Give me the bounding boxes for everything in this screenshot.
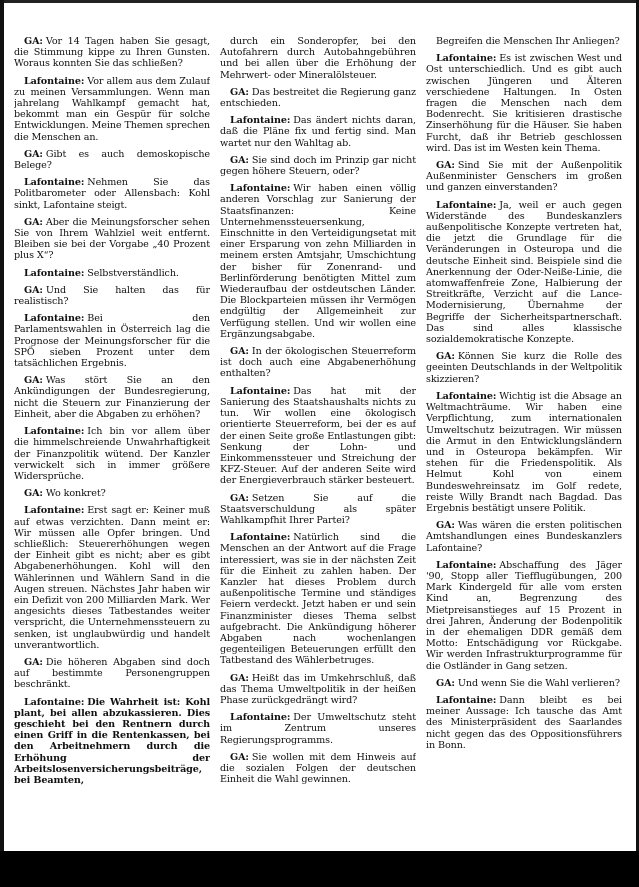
- paragraph-text: Wir haben einen völlig anderen Vorschlag zur Sanierung der Staatsfinanzen: Keine Unternehmenssteuersenkung, Einschnitte in den Verteidigungsetat mit einer Ersparung von zehn Milliarden in meinem ersten Amtsjahr, Umschichtung der bisher für Zonenrand- und Berlinförderung benötigten Mittel zum Wiederaufbau der ostdeutschen Länder. Die Blockparteien müssen ihr Vermögen endgültig der Allgemeinheit zur Verfügung stellen. Und wir wollen eine Ergänzungsabgabe.: [220, 183, 416, 340]
- speaker-label: Lafontaine:: [24, 313, 85, 325]
- paragraph-text: Heißt das im Umkehrschluß, daß das Thema Umweltpolitik in der heißen Phase zurückgedrängt wird?: [220, 672, 416, 706]
- interview-paragraph: [426, 391, 622, 514]
- paragraph-text: Vor 14 Tagen haben Sie gesagt, die Stimmung kippe zu Ihren Gunsten. Woraus konnten Sie das schließen?: [14, 36, 210, 70]
- paragraph-text: Es ist zwischen West und Ost unterschiedlich. Und es gibt auch zwischen Jüngeren und Älteren verschiedene Haltungen. In Osten fragen die Menschen nach dem Bodenrecht. Sie kritisieren drastische Zinserhöhung für die Häuser. Sie haben Furcht, daß ihr Betrieb geschlossen wird. Das ist im Westen kein Thema.: [426, 53, 622, 154]
- paragraph-text: Können Sie kurz die Rolle des geeinten Deutschlands in der Weltpolitik skizzieren?: [426, 351, 622, 385]
- interview-paragraph: [14, 149, 210, 171]
- interview-paragraph: [426, 160, 622, 194]
- interview-paragraph: [426, 53, 622, 154]
- column-2: [220, 36, 416, 848]
- speaker-label: GA:: [436, 520, 455, 532]
- paragraph-text: Erst sagt er: Keiner muß auf etwas verzichten. Dann meint er: Wir müssen alle Opfer bringen. Und schließlich: Steuererhöhungen wegen der Einheit gibt es nicht; aber es gibt Abgabenerhöhungen. Kohl will den Wählerinnen und Wählern Sand in die Augen streuen. Nächstes Jahr haben wir ein Defizit von 200 Milliarden Mark. Wer angesichts dieses Tatbestandes weiter verspricht, die Unternehmenssteuern zu senken, ist unglaubwürdig und handelt unverantwortlich.: [14, 505, 210, 651]
- column-1: [14, 36, 210, 848]
- interview-paragraph: [220, 712, 416, 746]
- speaker-label: Lafontaine:: [436, 694, 497, 706]
- paragraph-text: Bei den Parlamentswahlen in Österreich lag die Prognose der Meinungsforscher für die SPÖ sieben Prozent unter dem tatsächlichen Ergebnis.: [14, 313, 210, 370]
- paragraph-text: Der Umweltschutz steht im Zentrum unseres Regierungsprogramms.: [220, 712, 416, 746]
- speaker-label: Lafontaine:: [436, 559, 497, 571]
- speaker-label: GA:: [24, 656, 43, 668]
- interview-paragraph: [426, 200, 622, 346]
- interview-paragraph: [220, 36, 416, 81]
- column-3: [426, 36, 622, 848]
- paragraph-text: Begreifen die Menschen Ihr Anliegen?: [436, 36, 620, 47]
- interview-paragraph: [14, 217, 210, 262]
- paragraph-text: Das ändert nichts daran, daß die Pläne fix und fertig sind. Man wartet nur den Wahltag ab.: [220, 115, 416, 149]
- paragraph-text: Natürlich sind die Menschen an der Antwort auf die Frage interessiert, was sie in der nächsten Zeit für die Einheit zu zahlen haben. Der Kanzler hat dieses Problem durch außenpolitische Termine und ständiges Feiern verdeckt. Jetzt haben er und sein Finanzminister dieses Thema selbst aufgebracht. Die Ankündigung höherer Abgaben nach wochenlangen gegenteiligen Beteuerungen erfüllt den Tatbestand des Wählerbetruges.: [220, 532, 416, 667]
- speaker-label: Lafontaine:: [230, 712, 291, 724]
- scan-border-bottom: [0, 851, 639, 887]
- speaker-label: Lafontaine:: [24, 696, 85, 708]
- interview-paragraph: [426, 678, 622, 689]
- speaker-label: GA:: [24, 216, 43, 228]
- speaker-label: Lafontaine:: [436, 390, 497, 402]
- interview-paragraph: [426, 695, 622, 751]
- paragraph-text: Ja, weil er auch gegen Widerstände des Bundeskanzlers außenpolitische Konzepte vertreten hat, die jetzt die Grundlage für die Veränderungen in Osteuropa und die deutsche Einheit sind. Beispiele sind die Anerkennung der Oder-Neiße-Linie, die atomwaffenfreie Zone, Halbierung der Streitkräfte, Verzicht auf die Lance-Modernisierung, Übernahme der Begriffe der Sicherheitspartnerschaft. Das sind alles klassische sozialdemokratische Konzepte.: [426, 199, 622, 346]
- interview-paragraph: [426, 351, 622, 385]
- speaker-label: GA:: [436, 160, 455, 172]
- interview-paragraph: [220, 493, 416, 527]
- paragraph-text: Was wären die ersten politischen Amtshandlungen eines Bundeskanzlers Lafontaine?: [426, 520, 622, 554]
- speaker-label: GA:: [436, 677, 455, 689]
- interview-paragraph: [14, 268, 210, 279]
- paragraph-text: Dann bleibt es bei meiner Aussage: Ich tausche das Amt des Ministerpräsident des Saarlandes nicht gegen das des Oppositionsführers in Bonn.: [426, 694, 622, 751]
- interview-paragraph: [14, 426, 210, 482]
- speaker-label: Lafontaine:: [24, 426, 85, 438]
- interview-paragraph: [220, 386, 416, 487]
- interview-paragraph: [220, 115, 416, 149]
- paragraph-text: Sie wollen mit dem Hinweis auf die sozialen Folgen der deutschen Einheit die Wahl gewinnen.: [220, 751, 416, 786]
- interview-paragraph: [220, 752, 416, 786]
- paragraph-text: durch ein Sonderopfer, bei den Autofahrern durch Autobahngebühren und bei allen über die Erhöhung der Mehrwert- oder Mineralölsteuer.: [220, 36, 416, 81]
- scan-border-left: [0, 0, 4, 887]
- interview-paragraph: [426, 36, 622, 47]
- paragraph-text: Und Sie halten das für realistisch?: [14, 284, 210, 308]
- interview-paragraph: [14, 285, 210, 307]
- interview-paragraph: [220, 183, 416, 340]
- interview-paragraph: [14, 375, 210, 420]
- speaker-label: Lafontaine:: [230, 183, 291, 195]
- speaker-label: Lafontaine:: [24, 267, 85, 279]
- paragraph-text: Wichtig ist die Absage an Weltmachträume. Wir haben eine Verpflichtung, zum internationalen Umweltschutz beizutragen. Wir müssen die Armut in den Entwicklungsländern und in Osteuropa bekämpfen. Wir stehen für die Friedenspolitik. Als Helmut Kohl von einem Bundeswehreinsatz im Golf redete, reiste Willy Brandt nach Bagdad. Das Ergebnis bestätigt unsere Politik.: [426, 390, 622, 514]
- speaker-label: GA:: [230, 346, 249, 358]
- speaker-label: GA:: [24, 488, 43, 500]
- interview-paragraph: [14, 36, 210, 70]
- paragraph-text: Nehmen Sie das Politbarometer oder Allensbach: Kohl sinkt, Lafontaine steigt.: [14, 177, 210, 211]
- speaker-label: GA:: [230, 751, 249, 763]
- speaker-label: GA:: [24, 375, 43, 387]
- interview-paragraph: [14, 488, 210, 499]
- speaker-label: GA:: [230, 672, 249, 684]
- speaker-label: GA:: [436, 351, 455, 363]
- speaker-label: GA:: [24, 36, 43, 47]
- interview-paragraph: [14, 657, 210, 691]
- interview-paragraph: [426, 560, 622, 672]
- interview-paragraph: [14, 76, 210, 143]
- speaker-label: Lafontaine:: [230, 532, 291, 544]
- paragraph-text: Abschaffung des Jäger '90, Stopp aller Tiefflugübungen, 200 Mark Kindergeld für alle vom ersten Kind an, Begrenzung des Mietpreisanstieges auf 15 Prozent in drei Jahren, Änderung der Bodenpolitik in der ehemaligen DDR gemäß dem Motto: Entschädigung vor Rückgabe. Wir werden Infrastrukturprogramme für die Ostländer in Gang setzen.: [426, 559, 622, 672]
- paragraph-text: Gibt es auch demoskopische Belege?: [14, 148, 210, 172]
- interview-paragraph: [220, 155, 416, 177]
- interview-paragraph: [14, 505, 210, 651]
- speaker-label: Lafontaine:: [24, 177, 85, 189]
- interview-paragraph: [14, 177, 210, 211]
- paragraph-text: Was stört Sie an den Ankündigungen der Bundesregierung, nicht die Steuern zur Finanzierung der Einheit, aber die Abgaben zu erhöhen?: [14, 375, 210, 420]
- paragraph-text: Sind Sie mit der Außenpolitik Außenminister Genschers im großen und ganzen einverstanden?: [426, 160, 622, 194]
- paragraph-text: Vor allem aus dem Zulauf zu meinen Versammlungen. Wenn man jahrelang Wahlkampf gemacht hat, bekommt man ein Gespür für solche Entwicklungen. Meine Themen sprechen die Menschen an.: [14, 75, 210, 143]
- speaker-label: Lafontaine:: [230, 385, 291, 397]
- speaker-label: Lafontaine:: [436, 53, 497, 65]
- speaker-label: GA:: [230, 154, 249, 166]
- interview-paragraph: [220, 346, 416, 380]
- interview-paragraph: [220, 532, 416, 666]
- interview-paragraph: [220, 87, 416, 109]
- interview-paragraph: [14, 697, 210, 787]
- speaker-label: GA:: [24, 148, 43, 160]
- interview-paragraph: [14, 313, 210, 369]
- paragraph-text: Die Wahrheit ist: Kohl plant, bei allen abzukassieren. Dies geschieht bei den Rentnern durch einen Griff in die Rentenkassen, bei den Arbeitnehmern durch die Erhöhung der Arbeitslosenversicherungsbeiträge, bei Beamten,: [14, 696, 210, 786]
- paragraph-text: Ich bin vor allem über die himmelschreiende Unwahrhaftigkeit der Finanzpolitik wütend. Der Kanzler verwickelt sich in immer größere Widersprüche.: [14, 426, 210, 482]
- speaker-label: Lafontaine:: [24, 505, 85, 517]
- interview-page: [14, 36, 622, 848]
- speaker-label: Lafontaine:: [24, 75, 85, 87]
- speaker-label: GA:: [230, 492, 249, 504]
- paragraph-text: Aber die Meinungsforscher sehen Sie von Ihrem Wahlziel weit entfernt. Bleiben sie bei der Vorgabe „40 Prozent plus X“?: [14, 216, 210, 262]
- paragraph-text: Selbstverständlich.: [87, 267, 179, 279]
- scan-border-top: [0, 0, 639, 3]
- speaker-label: GA:: [230, 86, 249, 98]
- paragraph-text: In der ökologischen Steuerreform ist doch auch eine Abgabenerhöhung enthalten?: [220, 346, 416, 380]
- speaker-label: GA:: [24, 284, 43, 296]
- paragraph-text: Setzen Sie auf die Staatsverschuldung als später Wahlkampfhit Ihrer Partei?: [220, 492, 416, 526]
- paragraph-text: Das hat mit der Sanierung des Staatshaushalts nichts zu tun. Wir wollen eine ökologisch orientierte Steuerreform, bei der es auf der einen Seite große Entlastungen gibt: Senkung der Lohn- und Einkommenssteuer und Streichung der KFZ-Steuer. Auf der anderen Seite wird der Energieverbrauch stärker besteuert.: [220, 385, 416, 487]
- paragraph-text: Die höheren Abgaben sind doch auf bestimmte Personengruppen beschränkt.: [14, 656, 210, 691]
- interview-paragraph: [220, 673, 416, 707]
- paragraph-text: Sie sind doch im Prinzip gar nicht gegen höhere Steuern, oder?: [220, 154, 416, 178]
- interview-paragraph: [426, 520, 622, 554]
- paragraph-text: Das bestreitet die Regierung ganz entschieden.: [220, 86, 416, 110]
- speaker-label: Lafontaine:: [436, 199, 497, 211]
- paragraph-text: Und wenn Sie die Wahl verlieren?: [457, 677, 620, 689]
- paragraph-text: Wo konkret?: [45, 488, 106, 500]
- speaker-label: Lafontaine:: [230, 115, 291, 127]
